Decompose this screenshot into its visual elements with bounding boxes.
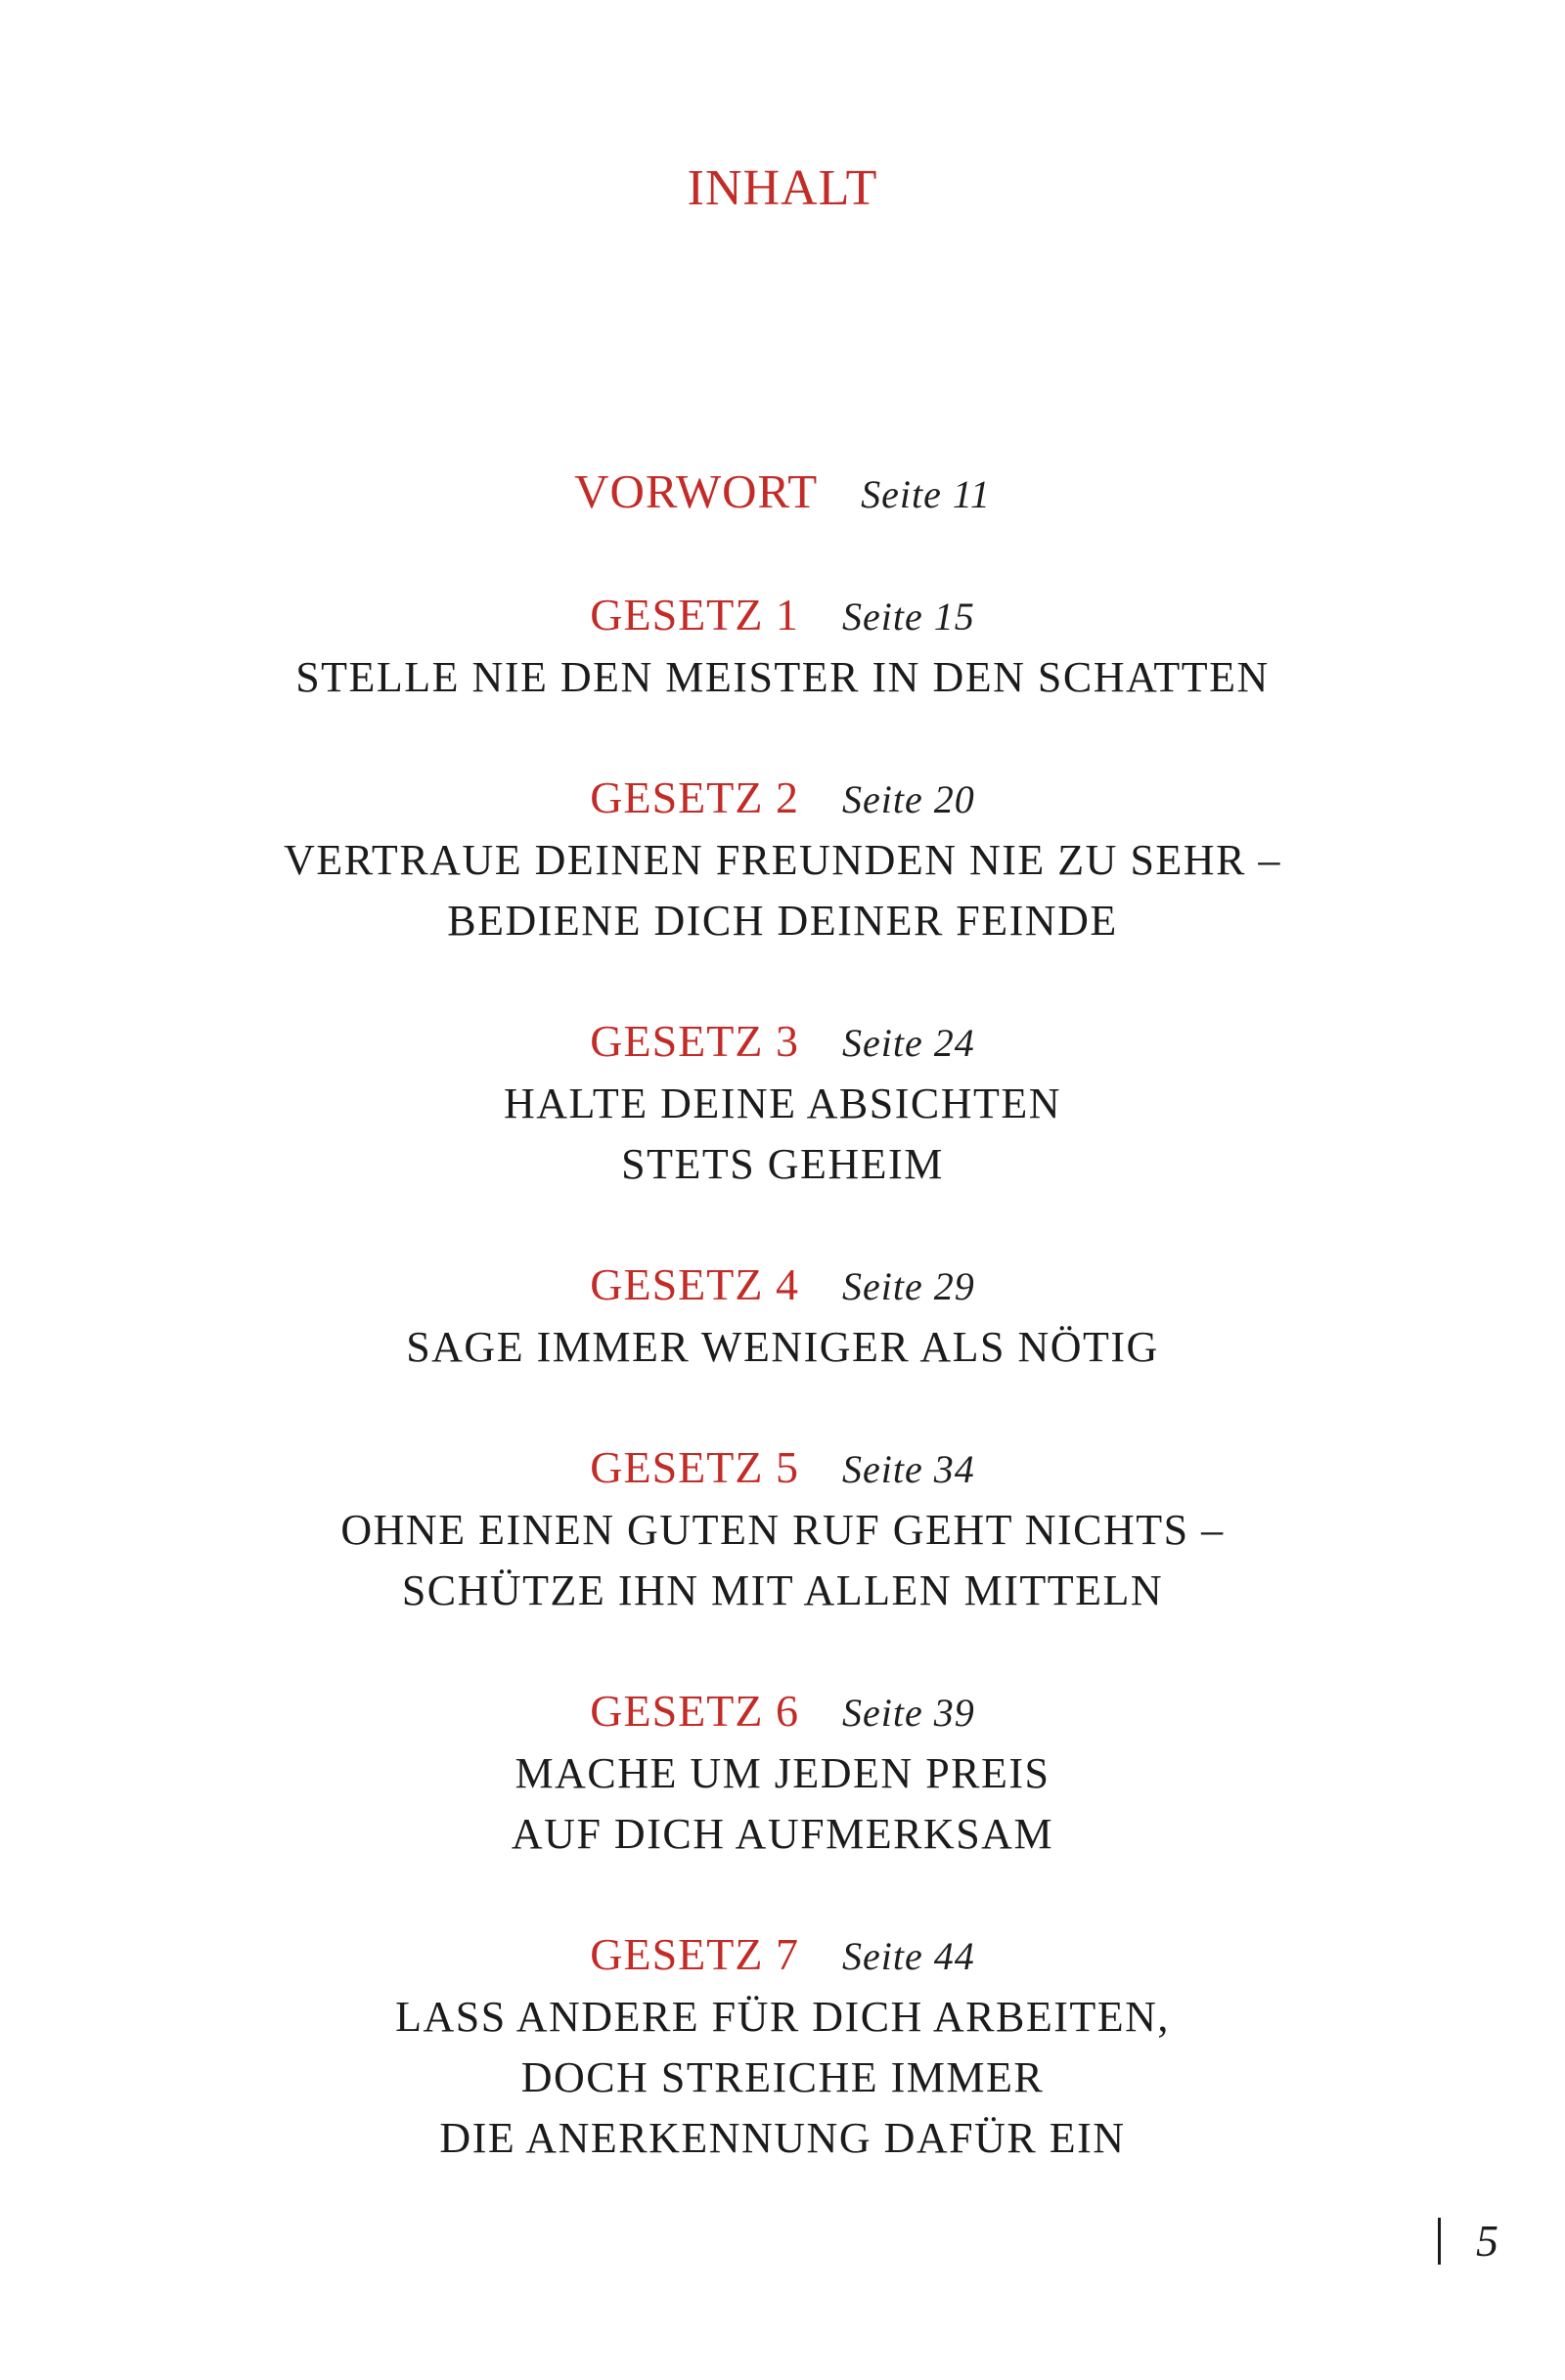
entry-subtitle-line: DIE ANERKENNUNG DAFÜR EIN — [439, 2114, 1126, 2162]
entry-heading — [0, 768, 1565, 830]
entry-label: GESETZ 5 — [590, 1442, 799, 1492]
toc-entry-vorwort — [0, 462, 1565, 525]
entry-label: VORWORT — [574, 464, 819, 518]
table-of-contents — [0, 462, 1565, 2169]
entry-subtitle-line: STETS GEHEIM — [621, 1140, 944, 1188]
page-footer — [1438, 2218, 1498, 2265]
entry-page-ref: Seite 15 — [841, 595, 975, 639]
entry-subtitle-line: STELLE NIE DEN MEISTER IN DEN SCHATTEN — [295, 653, 1270, 701]
page-number: 5 — [1476, 2216, 1498, 2266]
entry-heading — [0, 1924, 1565, 1987]
entry-page-ref: Seite 20 — [841, 777, 975, 821]
entry-label: GESETZ 7 — [590, 1929, 799, 1979]
entry-subtitle-line: HALTE DEINE ABSICHTEN — [503, 1080, 1062, 1127]
entry-heading — [0, 585, 1565, 647]
toc-entry-gesetz-6 — [0, 1681, 1565, 1865]
toc-entry-gesetz-2 — [0, 768, 1565, 951]
entry-heading — [0, 1681, 1565, 1743]
entry-subtitle-line: SAGE IMMER WENIGER ALS NÖTIG — [406, 1323, 1159, 1371]
entry-label: GESETZ 2 — [590, 772, 799, 822]
entry-page-ref: Seite 34 — [841, 1447, 975, 1491]
folio-divider — [1438, 2218, 1441, 2265]
entry-page-ref: Seite 24 — [841, 1021, 975, 1065]
toc-entry-gesetz-7 — [0, 1924, 1565, 2169]
entry-page-ref: Seite 11 — [861, 472, 991, 516]
entry-subtitle-line: SCHÜTZE IHN MIT ALLEN MITTELN — [401, 1566, 1164, 1614]
entry-heading — [0, 1437, 1565, 1500]
toc-entry-gesetz-5 — [0, 1437, 1565, 1621]
entry-heading — [0, 462, 1565, 525]
entry-heading — [0, 1011, 1565, 1074]
entry-page-ref: Seite 39 — [841, 1691, 975, 1735]
entry-label: GESETZ 6 — [590, 1686, 799, 1736]
toc-entry-gesetz-4 — [0, 1255, 1565, 1378]
entry-subtitle-line: DOCH STREICHE IMMER — [520, 2053, 1045, 2101]
page-title: INHALT — [687, 160, 878, 216]
toc-entry-gesetz-1 — [0, 585, 1565, 708]
entry-label: GESETZ 1 — [590, 590, 799, 639]
entry-subtitle-line: LASS ANDERE FÜR DICH ARBEITEN, — [395, 1993, 1170, 2041]
entry-label: GESETZ 4 — [590, 1259, 799, 1309]
entry-subtitle-line: OHNE EINEN GUTEN RUF GEHT NICHTS – — [340, 1506, 1225, 1554]
entry-page-ref: Seite 29 — [841, 1264, 975, 1308]
entry-subtitle-line: BEDIENE DICH DEINER FEINDE — [447, 897, 1118, 945]
entry-label: GESETZ 3 — [590, 1016, 799, 1066]
entry-subtitle-line: MACHE UM JEDEN PREIS — [514, 1749, 1051, 1797]
entry-subtitle-line: AUF DICH AUFMERKSAM — [511, 1810, 1054, 1858]
toc-entry-gesetz-3 — [0, 1011, 1565, 1195]
entry-heading — [0, 1255, 1565, 1317]
entry-subtitle-line: VERTRAUE DEINEN FREUNDEN NIE ZU SEHR – — [284, 836, 1281, 884]
entry-page-ref: Seite 44 — [841, 1934, 975, 1978]
